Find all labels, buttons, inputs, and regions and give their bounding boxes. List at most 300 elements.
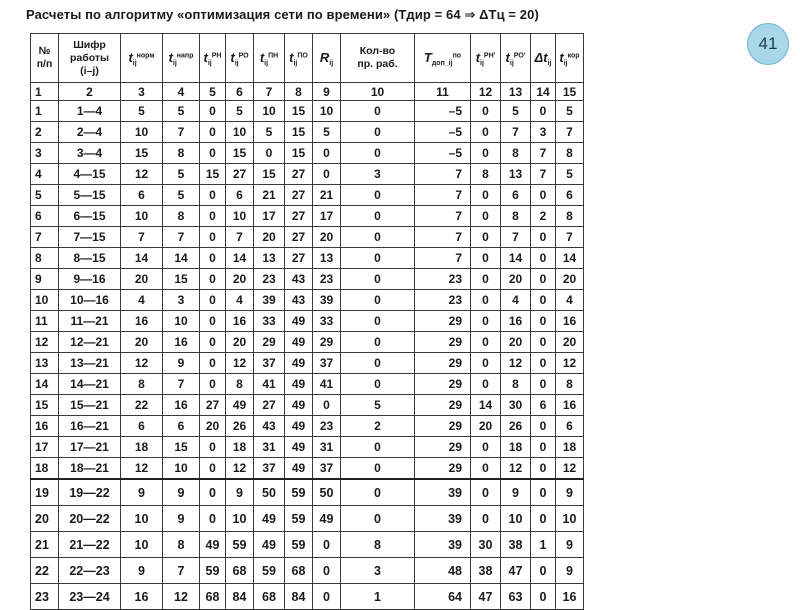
table-cell: 43 (285, 290, 313, 311)
table-cell: 49 (200, 532, 226, 558)
table-cell: –5 (415, 101, 471, 122)
table-cell: 38 (471, 558, 501, 584)
header-symbol: t (475, 49, 481, 65)
table-cell: 0 (341, 479, 415, 506)
table-row (31, 248, 584, 269)
table-cell: 18 (501, 437, 531, 458)
table-cell: 59 (285, 506, 313, 532)
table-cell: 20 (200, 416, 226, 437)
header-superscript: ПО (297, 52, 308, 59)
table-cell: 7 (531, 143, 556, 164)
table-cell: 21 (254, 185, 285, 206)
table-cell: 3 (163, 290, 200, 311)
table-cell: 0 (200, 269, 226, 290)
header-subscript: ij (547, 59, 552, 67)
table-cell: 5 (556, 101, 584, 122)
table-cell: 43 (254, 416, 285, 437)
table-cell: 23 (313, 416, 341, 437)
table-cell: 5 (341, 395, 415, 416)
row-number: 11 (31, 311, 59, 332)
table-cell: 10 (556, 506, 584, 532)
column-header-5 (200, 34, 226, 83)
header-subscript: ij (172, 59, 177, 67)
table-cell: 37 (313, 458, 341, 480)
column-header-3 (121, 34, 163, 83)
table-cell: 59 (200, 558, 226, 584)
row-number: 19 (31, 479, 59, 506)
table-cell: 49 (285, 311, 313, 332)
table-cell: 6 (226, 185, 254, 206)
work-code: 10—16 (59, 290, 121, 311)
table-cell: 0 (200, 374, 226, 395)
calculation-table (30, 33, 584, 610)
table-cell: 5 (254, 122, 285, 143)
table-cell: 9 (226, 479, 254, 506)
row-number: 20 (31, 506, 59, 532)
table-cell: 16 (556, 395, 584, 416)
table-cell: 0 (531, 479, 556, 506)
table-cell: 9 (163, 506, 200, 532)
table-cell: 0 (471, 290, 501, 311)
table-cell: 8 (501, 374, 531, 395)
table-cell: 0 (531, 269, 556, 290)
header-main: Кол-во (359, 45, 396, 57)
row-number: 14 (31, 374, 59, 395)
table-cell: 16 (121, 311, 163, 332)
table-cell: 8 (163, 206, 200, 227)
table-cell: 0 (341, 506, 415, 532)
table-cell: 0 (200, 227, 226, 248)
table-cell: 7 (415, 206, 471, 227)
table-cell: 30 (471, 532, 501, 558)
header-symbol: Δt (534, 49, 548, 65)
table-cell: 0 (471, 311, 501, 332)
row-number: 22 (31, 558, 59, 584)
table-cell: 8 (121, 374, 163, 395)
table-cell: 12 (121, 458, 163, 480)
table-cell: 0 (531, 416, 556, 437)
table-cell: 29 (415, 437, 471, 458)
table-cell: 29 (415, 374, 471, 395)
column-number-8: 8 (285, 83, 313, 101)
row-number: 8 (31, 248, 59, 269)
table-cell: 59 (285, 479, 313, 506)
work-code: 5—15 (59, 185, 121, 206)
table-cell: 2 (341, 416, 415, 437)
table-cell: 7 (415, 227, 471, 248)
work-code: 2—4 (59, 122, 121, 143)
column-header-2 (59, 34, 121, 83)
table-cell: 12 (121, 164, 163, 185)
table-cell: 10 (226, 506, 254, 532)
table-cell: 29 (415, 395, 471, 416)
table-cell: 63 (501, 584, 531, 610)
table-cell: 0 (471, 374, 501, 395)
row-number: 16 (31, 416, 59, 437)
work-code: 13—21 (59, 353, 121, 374)
table-row (31, 353, 584, 374)
header-subscript: доп_ij (431, 59, 453, 67)
table-cell: 49 (285, 416, 313, 437)
table-cell: 16 (556, 584, 584, 610)
table-cell: 29 (415, 332, 471, 353)
table-cell: 23 (415, 269, 471, 290)
table-cell: 47 (471, 584, 501, 610)
table-cell: 9 (556, 479, 584, 506)
table-cell: 3 (531, 122, 556, 143)
header-superscript: по (452, 52, 462, 59)
table-cell: 12 (121, 353, 163, 374)
table-cell: 13 (313, 248, 341, 269)
table-cell: 5 (121, 101, 163, 122)
table-cell: 10 (254, 101, 285, 122)
table-cell: 0 (341, 269, 415, 290)
table-cell: 6 (531, 395, 556, 416)
column-header-12 (471, 34, 501, 83)
header-symbol: t (559, 49, 564, 65)
table-row (31, 532, 584, 558)
table-cell: 15 (121, 143, 163, 164)
table-row (31, 185, 584, 206)
table-cell: 0 (200, 311, 226, 332)
table-cell: 49 (285, 332, 313, 353)
table-cell: 15 (285, 122, 313, 143)
table-cell: 0 (471, 122, 501, 143)
table-cell: 10 (121, 506, 163, 532)
table-row (31, 101, 584, 122)
table-cell: 5 (226, 101, 254, 122)
row-number: 9 (31, 269, 59, 290)
table-cell: 33 (313, 311, 341, 332)
table-cell: 0 (341, 311, 415, 332)
table-row (31, 479, 584, 506)
table-cell: 38 (501, 532, 531, 558)
table-cell: 13 (254, 248, 285, 269)
column-number-12: 12 (471, 83, 501, 101)
table-cell: 49 (226, 395, 254, 416)
table-cell: –5 (415, 122, 471, 143)
table-cell: 0 (200, 332, 226, 353)
table-cell: 3 (341, 558, 415, 584)
table-cell: 0 (200, 101, 226, 122)
table-cell: 0 (531, 101, 556, 122)
header-symbol: t (168, 49, 173, 65)
table-cell: 0 (531, 311, 556, 332)
column-number-5: 5 (200, 83, 226, 101)
table-cell: 17 (313, 206, 341, 227)
table-cell: 6 (501, 185, 531, 206)
table-cell: 27 (285, 227, 313, 248)
table-cell: 0 (341, 290, 415, 311)
column-number-2: 2 (59, 83, 121, 101)
column-header-15 (556, 34, 584, 83)
table-cell: 17 (254, 206, 285, 227)
table-cell: 9 (163, 479, 200, 506)
work-code: 1—4 (59, 101, 121, 122)
table-cell: 0 (200, 458, 226, 480)
table-cell: 0 (313, 532, 341, 558)
table-cell: 4 (121, 290, 163, 311)
table-cell: 12 (226, 353, 254, 374)
work-code: 6—15 (59, 206, 121, 227)
table-cell: 0 (341, 248, 415, 269)
column-number-15: 15 (556, 83, 584, 101)
header-symbol: t (259, 49, 265, 65)
table-cell: 10 (313, 101, 341, 122)
table-cell: 5 (501, 101, 531, 122)
table-cell: 8 (556, 143, 584, 164)
header-symbol: t (128, 49, 133, 65)
table-cell: 49 (254, 506, 285, 532)
work-code: 20—22 (59, 506, 121, 532)
table-cell: 9 (121, 479, 163, 506)
table-cell: 68 (200, 584, 226, 610)
table-cell: 0 (471, 479, 501, 506)
table-cell: 49 (285, 437, 313, 458)
work-code: 3—4 (59, 143, 121, 164)
column-header-4 (163, 34, 200, 83)
work-code: 14—21 (59, 374, 121, 395)
table-cell: 49 (313, 506, 341, 532)
work-code: 21—22 (59, 532, 121, 558)
table-cell: 23 (313, 269, 341, 290)
table-cell: 41 (254, 374, 285, 395)
row-number: 13 (31, 353, 59, 374)
table-cell: 12 (501, 458, 531, 480)
work-code: 17—21 (59, 437, 121, 458)
table-cell: 8 (163, 143, 200, 164)
header-sub: (i–j) (80, 64, 99, 77)
column-header-14 (531, 34, 556, 83)
table-cell: 4 (556, 290, 584, 311)
header-superscript: ПН (268, 52, 279, 59)
row-number: 1 (31, 101, 59, 122)
table-row (31, 395, 584, 416)
row-number: 23 (31, 584, 59, 610)
table-cell: 27 (226, 164, 254, 185)
header-main: Шифр работы (69, 38, 109, 64)
work-code: 8—15 (59, 248, 121, 269)
table-cell: 9 (501, 479, 531, 506)
slide-number-badge: 41 (747, 23, 789, 65)
header-symbol: T (423, 49, 432, 65)
table-cell: 23 (254, 269, 285, 290)
table-cell: 26 (226, 416, 254, 437)
header-superscript: кор (567, 52, 580, 59)
header-subscript: ij (563, 59, 568, 67)
column-header-9 (313, 34, 341, 83)
table-cell: 8 (556, 374, 584, 395)
table-cell: 0 (531, 374, 556, 395)
column-number-11: 11 (415, 83, 471, 101)
table-row (31, 437, 584, 458)
table-cell: 15 (163, 269, 200, 290)
table-cell: 49 (285, 353, 313, 374)
table-row (31, 332, 584, 353)
column-number-14: 14 (531, 83, 556, 101)
table-cell: 15 (226, 143, 254, 164)
table-cell: 68 (226, 558, 254, 584)
table-cell: 29 (415, 311, 471, 332)
table-cell: 16 (226, 311, 254, 332)
table-cell: 15 (285, 143, 313, 164)
table-cell: 15 (254, 164, 285, 185)
table-cell: 10 (163, 311, 200, 332)
table-cell: 0 (200, 506, 226, 532)
header-subscript: ij (293, 59, 298, 67)
table-cell: 5 (556, 164, 584, 185)
column-number-4: 4 (163, 83, 200, 101)
table-cell: 8 (501, 143, 531, 164)
table-cell: 0 (471, 332, 501, 353)
work-code: 7—15 (59, 227, 121, 248)
work-code: 23—24 (59, 584, 121, 610)
table-cell: 12 (556, 353, 584, 374)
table-cell: 0 (313, 584, 341, 610)
table-cell: 29 (415, 416, 471, 437)
table-cell: 7 (415, 164, 471, 185)
table-row (31, 164, 584, 185)
header-sub: пр. раб. (357, 58, 398, 70)
table-row (31, 311, 584, 332)
table-cell: 7 (556, 227, 584, 248)
table-cell: 7 (163, 122, 200, 143)
table-cell: 14 (121, 248, 163, 269)
table-cell: 50 (313, 479, 341, 506)
table-cell: 29 (254, 332, 285, 353)
table-cell: 15 (163, 437, 200, 458)
table-cell: 0 (200, 206, 226, 227)
row-number: 15 (31, 395, 59, 416)
table-cell: 37 (254, 458, 285, 480)
table-cell: 59 (285, 532, 313, 558)
work-code: 18—21 (59, 458, 121, 480)
table-cell: 9 (121, 558, 163, 584)
work-code: 9—16 (59, 269, 121, 290)
work-code: 19—22 (59, 479, 121, 506)
table-cell: 43 (285, 269, 313, 290)
table-cell: 4 (226, 290, 254, 311)
table-cell: –5 (415, 143, 471, 164)
table-cell: 29 (415, 353, 471, 374)
table-cell: 0 (531, 584, 556, 610)
table-cell: 49 (285, 374, 313, 395)
column-number-3: 3 (121, 83, 163, 101)
table-cell: 39 (415, 506, 471, 532)
table-cell: 0 (313, 395, 341, 416)
table-cell: 6 (163, 416, 200, 437)
table-cell: 0 (531, 290, 556, 311)
table-cell: 0 (341, 353, 415, 374)
table-cell: 0 (471, 143, 501, 164)
table-cell: 0 (531, 332, 556, 353)
table-cell: 22 (121, 395, 163, 416)
table-cell: 0 (200, 185, 226, 206)
table-cell: 0 (313, 164, 341, 185)
table-cell: 29 (313, 332, 341, 353)
table-cell: 14 (471, 395, 501, 416)
header-subscript: ij (132, 59, 137, 67)
table-cell: 10 (163, 458, 200, 480)
work-code: 16—21 (59, 416, 121, 437)
table-cell: 16 (556, 311, 584, 332)
work-code: 22—23 (59, 558, 121, 584)
table-cell: 8 (163, 532, 200, 558)
table-cell: 39 (254, 290, 285, 311)
table-cell: 9 (163, 353, 200, 374)
table-cell: 10 (121, 532, 163, 558)
table-cell: 20 (501, 332, 531, 353)
table-cell: 0 (200, 290, 226, 311)
table-cell: 0 (200, 122, 226, 143)
header-symbol: t (289, 49, 294, 65)
table-cell: 20 (471, 416, 501, 437)
table-cell: 59 (226, 532, 254, 558)
table-cell: 14 (501, 248, 531, 269)
row-number: 5 (31, 185, 59, 206)
table-cell: 59 (254, 558, 285, 584)
table-cell: 7 (163, 558, 200, 584)
row-number: 21 (31, 532, 59, 558)
header-symbol: t (505, 49, 510, 65)
table-cell: 0 (200, 437, 226, 458)
table-cell: 7 (415, 185, 471, 206)
table-cell: 33 (254, 311, 285, 332)
column-header-7 (254, 34, 285, 83)
page-title: Расчеты по алгоритму «оптимизация сети по времени» (Tдир = 64 ⇒ ΔTц = 20) (26, 7, 539, 22)
table-cell: 0 (200, 143, 226, 164)
table-cell: 0 (531, 227, 556, 248)
table-cell: 16 (163, 395, 200, 416)
header-superscript: РО (238, 52, 249, 59)
table-cell: 0 (531, 248, 556, 269)
table-cell: 49 (285, 458, 313, 480)
table-cell: 37 (254, 353, 285, 374)
header-subscript: ij (509, 59, 514, 67)
table-cell: 20 (254, 227, 285, 248)
row-number: 18 (31, 458, 59, 480)
table-cell: 31 (254, 437, 285, 458)
table-cell: 12 (556, 458, 584, 480)
table-cell: 7 (226, 227, 254, 248)
row-number: 7 (31, 227, 59, 248)
table-row (31, 506, 584, 532)
table-cell: 20 (226, 332, 254, 353)
header-subscript: ij (207, 59, 212, 67)
table-cell: 5 (163, 101, 200, 122)
table-cell: 31 (313, 437, 341, 458)
column-number-6: 6 (226, 83, 254, 101)
table-cell: 0 (471, 269, 501, 290)
table-cell: 0 (531, 506, 556, 532)
table-cell: 68 (254, 584, 285, 610)
column-header-10 (341, 34, 415, 83)
table-cell: 12 (501, 353, 531, 374)
header-superscript: РН' (483, 52, 496, 59)
table-row (31, 374, 584, 395)
table-cell: 23 (415, 290, 471, 311)
column-number-7: 7 (254, 83, 285, 101)
table-cell: 27 (285, 206, 313, 227)
column-number-1: 1 (31, 83, 59, 101)
table-cell: 84 (285, 584, 313, 610)
table-cell: 0 (341, 122, 415, 143)
table-cell: 15 (285, 101, 313, 122)
column-number-10: 10 (341, 83, 415, 101)
table-cell: 0 (341, 143, 415, 164)
header-sub: п/п (36, 58, 53, 70)
table-row (31, 206, 584, 227)
